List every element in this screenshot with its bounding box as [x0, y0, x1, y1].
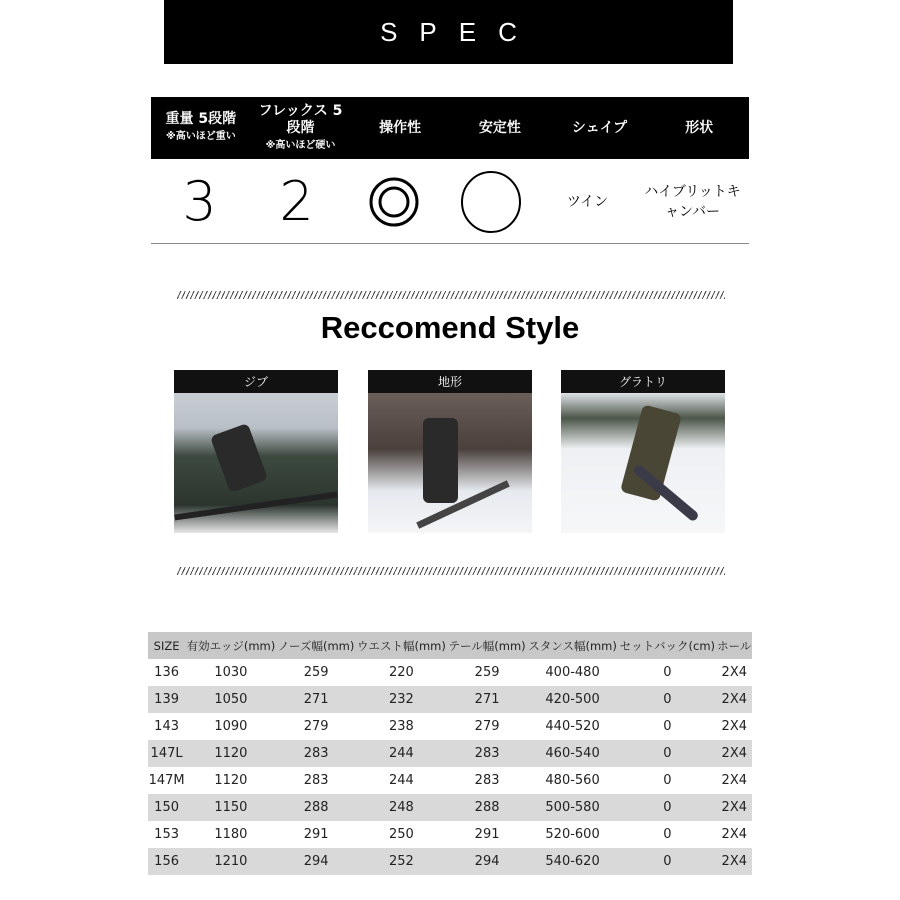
header-note: ※高いほど硬い: [265, 139, 336, 151]
table-row: [148, 740, 752, 767]
divider-hatch: [177, 567, 725, 575]
table-cell: 250: [389, 827, 414, 842]
table-cell: 1180: [214, 827, 248, 842]
header-label: シェイプ: [571, 119, 628, 136]
table-cell: 238: [389, 719, 414, 734]
column-header: テール幅(mm): [447, 632, 527, 659]
table-cell: 1120: [214, 773, 248, 788]
table-cell: 2X4: [717, 848, 752, 875]
table-cell: 440-520: [545, 719, 600, 734]
ground-tricks-photo: [561, 393, 725, 533]
table-cell: 283: [303, 773, 329, 788]
table-cell: 540-620: [527, 848, 618, 875]
jib-photo: [174, 393, 338, 533]
table-cell: 147M: [148, 773, 185, 788]
table-cell: 460-540: [527, 740, 618, 767]
flex-value: 2: [279, 170, 314, 233]
table-cell: 2X4: [717, 794, 752, 821]
column-header: ウエスト幅(mm): [356, 632, 448, 659]
header-label: 操作性: [379, 119, 422, 136]
column-header: 有効エッジ(mm): [185, 632, 276, 659]
weight-value: 3: [182, 170, 217, 233]
table-cell: 0: [663, 719, 672, 734]
table-row: [148, 686, 752, 713]
table-row: [148, 848, 752, 875]
table-cell: 0: [663, 827, 672, 842]
spec-title: SPEC: [380, 16, 539, 47]
style-card-terrain: [368, 370, 532, 533]
column-header: SIZE: [148, 632, 185, 659]
style-label: グラトリ: [561, 370, 725, 393]
table-cell: 0: [618, 794, 716, 821]
table-cell: 0: [618, 740, 716, 767]
table-cell: 156: [148, 848, 185, 875]
table-cell: 147L: [148, 740, 185, 767]
table-cell: 400-480: [545, 665, 600, 680]
table-cell: 136: [154, 665, 179, 680]
handling-value: [345, 160, 442, 243]
table-cell: 1210: [185, 848, 276, 875]
table-cell: 0: [618, 686, 716, 713]
table-row: [148, 821, 752, 848]
spec-header-weight: [151, 97, 251, 159]
table-cell: 153: [154, 827, 179, 842]
style-card-jib: [174, 370, 338, 533]
table-cell: 2X4: [717, 740, 752, 767]
divider-hatch: [177, 291, 725, 299]
table-cell: 1150: [185, 794, 276, 821]
table-cell: 283: [277, 740, 356, 767]
table-cell: 220: [389, 665, 414, 680]
table-row: [148, 713, 752, 740]
header-label: フレックス 5段階: [258, 102, 343, 136]
table-cell: 232: [356, 686, 448, 713]
table-cell: 0: [663, 773, 672, 788]
spec-header-row: [151, 97, 749, 159]
table-cell: 2X4: [721, 719, 747, 734]
double-circle-icon: [367, 175, 421, 229]
table-cell: 252: [356, 848, 448, 875]
table-cell: 259: [474, 665, 500, 680]
table-row: [148, 659, 752, 686]
table-cell: 288: [447, 794, 527, 821]
table-cell: 139: [148, 686, 185, 713]
spec-values-row: [151, 160, 749, 244]
recommend-title: Reccomend Style: [320, 310, 580, 345]
table-cell: 0: [618, 848, 716, 875]
header-note: ※高いほど重い: [165, 131, 236, 142]
table-cell: 1030: [214, 665, 248, 680]
table-cell: 291: [303, 827, 329, 842]
table-cell: 500-580: [527, 794, 618, 821]
table-header-row: [148, 632, 752, 659]
table-cell: 2X4: [721, 827, 747, 842]
table-cell: 294: [277, 848, 356, 875]
shape-value: ツイン: [566, 193, 609, 210]
table-cell: 143: [154, 719, 179, 734]
table-cell: 283: [447, 740, 527, 767]
header-label: 安定性: [478, 119, 521, 136]
table-row: [148, 767, 752, 794]
spec-title-bar: [164, 0, 733, 64]
stability-value: [442, 160, 539, 243]
table-cell: 279: [474, 719, 500, 734]
table-cell: 244: [356, 740, 448, 767]
table-cell: 248: [356, 794, 448, 821]
table-cell: 0: [663, 665, 672, 680]
table-cell: 244: [389, 773, 414, 788]
style-card-ground-tricks: [561, 370, 725, 533]
table-cell: 1050: [185, 686, 276, 713]
column-header: ノーズ幅(mm): [277, 632, 356, 659]
spec-header-shape: [550, 97, 650, 159]
table-cell: 288: [277, 794, 356, 821]
table-cell: 420-500: [527, 686, 618, 713]
profile-value: ハイブリットキャンバー: [644, 183, 741, 220]
header-label: 重量 5段階: [165, 111, 237, 127]
circle-icon: [459, 169, 523, 235]
size-spec-table: [148, 632, 752, 875]
header-label: 形状: [685, 119, 714, 136]
table-cell: 271: [277, 686, 356, 713]
table-row: [148, 794, 752, 821]
table-cell: 291: [474, 827, 500, 842]
column-header: セットバック(cm): [618, 632, 716, 659]
style-label: 地形: [368, 370, 532, 393]
table-cell: 271: [447, 686, 527, 713]
column-header: スタンス幅(mm): [527, 632, 618, 659]
table-cell: 2X4: [721, 773, 747, 788]
table-cell: 2X4: [717, 686, 752, 713]
table-cell: 150: [148, 794, 185, 821]
table-cell: 520-600: [545, 827, 600, 842]
table-cell: 279: [303, 719, 329, 734]
table-cell: 294: [447, 848, 527, 875]
table-cell: 1090: [214, 719, 248, 734]
spec-header-profile: [649, 97, 749, 159]
table-cell: 2X4: [721, 665, 747, 680]
table-cell: 259: [303, 665, 329, 680]
spec-header-flex: [251, 97, 351, 159]
style-label: ジブ: [174, 370, 338, 393]
table-cell: 480-560: [545, 773, 600, 788]
column-header: ホール: [717, 632, 752, 659]
table-cell: 283: [474, 773, 500, 788]
terrain-photo: [368, 393, 532, 533]
spec-header-stability: [450, 97, 550, 159]
table-cell: 1120: [185, 740, 276, 767]
spec-header-handling: [350, 97, 450, 159]
